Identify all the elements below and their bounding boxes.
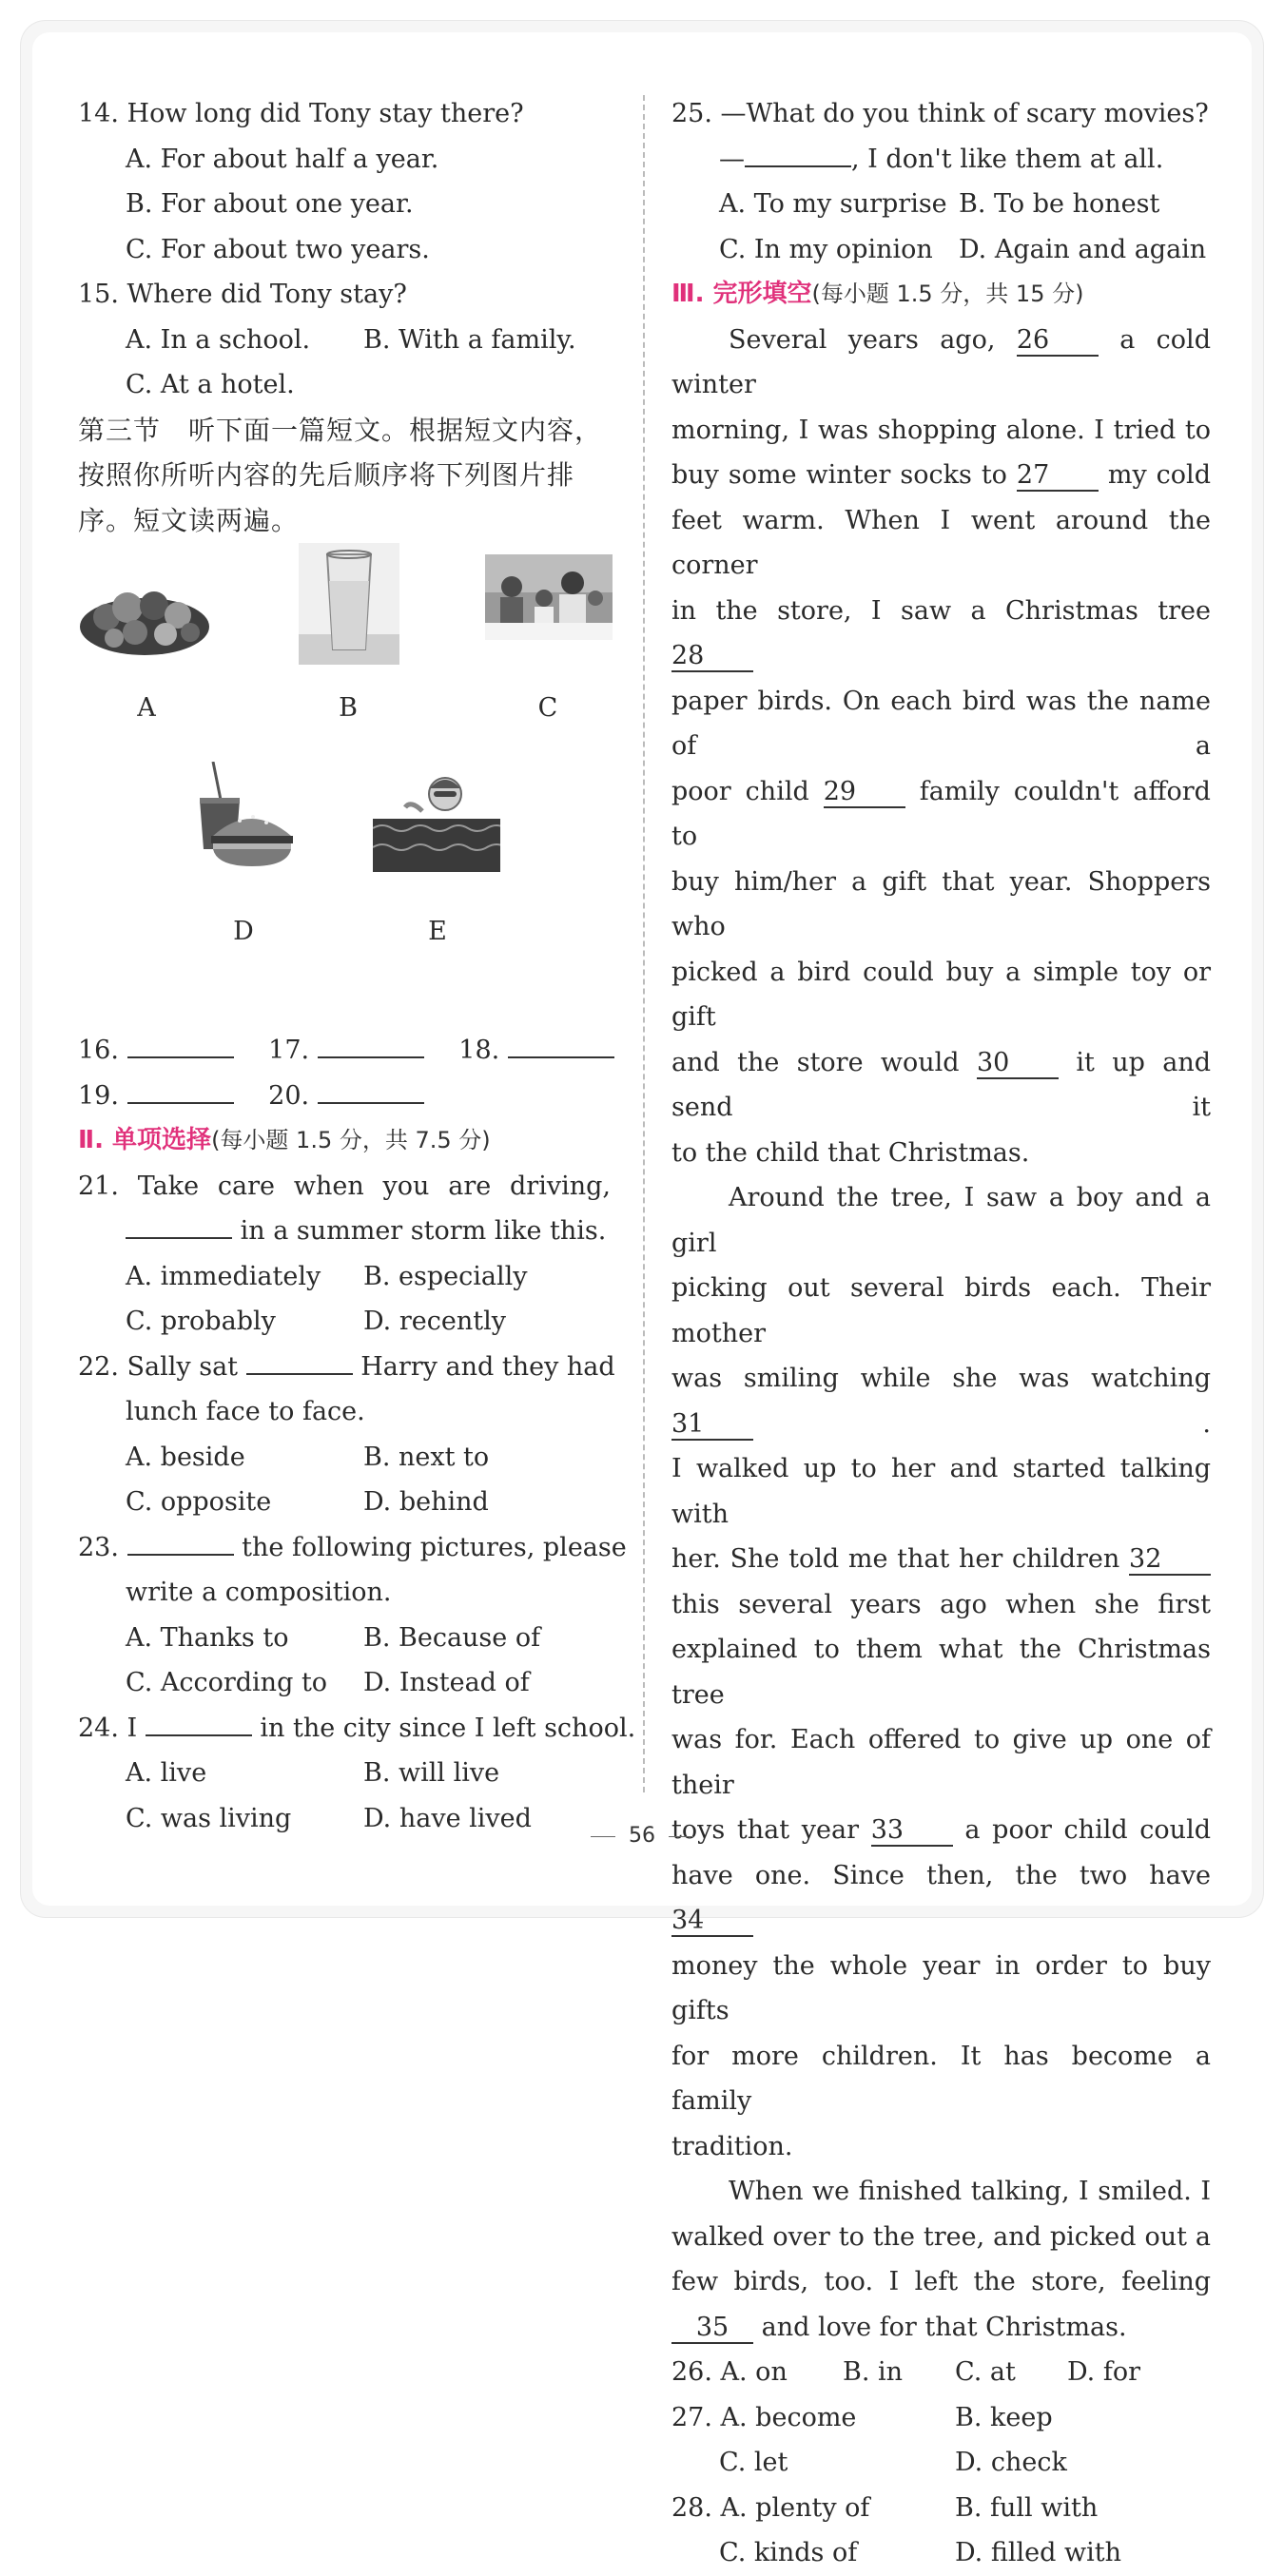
passage-text: to the child that Christmas. bbox=[671, 1137, 1030, 1168]
answer-17-blank[interactable] bbox=[318, 1028, 424, 1058]
passage-text: her. She told me that her children bbox=[671, 1544, 1120, 1574]
answer-16-blank[interactable] bbox=[127, 1028, 234, 1058]
footer-dash-right bbox=[669, 1836, 693, 1837]
passage-text: in the store, I saw a Christmas tree bbox=[671, 595, 1211, 626]
cloze-blank-34[interactable]: 34 bbox=[671, 1907, 753, 1937]
passage-text: buy him/her a gift that year. Shoppers who bbox=[671, 866, 1211, 941]
cloze-blank-32[interactable]: 32 bbox=[1129, 1545, 1211, 1576]
picture-e-swimming bbox=[373, 762, 500, 876]
passage-line bbox=[671, 2259, 1211, 2305]
q23-options-ab bbox=[78, 1616, 611, 1661]
q28-option-d: D. filled with bbox=[955, 2538, 1121, 2567]
passage-text: picking out several birds each. Their mother bbox=[671, 1273, 1211, 1348]
picture-d-burger-and-drink bbox=[192, 762, 297, 876]
q28-option-c: C. kinds of bbox=[719, 2538, 858, 2567]
passage-line bbox=[671, 589, 1211, 679]
q15-option-b: B. With a family. bbox=[363, 324, 576, 355]
q24-line-1 bbox=[78, 1706, 636, 1752]
q25-option-b: B. To be honest bbox=[959, 189, 1160, 219]
q22-options-ab bbox=[78, 1435, 611, 1481]
cloze-blank-31[interactable]: 31 bbox=[671, 1410, 753, 1441]
q22-stem-end: Harry and they had bbox=[360, 1351, 615, 1382]
passage-text: Several years ago, bbox=[729, 324, 996, 355]
q23-stem-end: the following pictures, please bbox=[242, 1532, 627, 1562]
q15-option-a: A. In a school. bbox=[126, 324, 311, 355]
q22-line-1 bbox=[78, 1345, 615, 1390]
q28-option-b: B. full with bbox=[955, 2492, 1099, 2523]
picture-e-label: E bbox=[428, 917, 447, 946]
picture-set bbox=[78, 543, 611, 1028]
passage-text: Around the tree, I saw a boy and a girl bbox=[671, 1183, 1211, 1258]
cloze-passage bbox=[671, 318, 1211, 2351]
passage-line bbox=[671, 860, 1211, 950]
passage-text: money the whole year in order to buy gifts bbox=[671, 1950, 1211, 2025]
passage-text: paper birds. On each bird was the name of a bbox=[671, 686, 1211, 761]
answer-16-number: 16. bbox=[78, 1036, 119, 1065]
section3-instruction-3: 序。短文读两遍。 bbox=[78, 504, 300, 536]
passage-text: toys that year bbox=[671, 1815, 860, 1845]
q14-stem: 14. How long did Tony stay there? bbox=[78, 99, 524, 128]
q23-blank[interactable] bbox=[127, 1525, 234, 1556]
q22-options-cd bbox=[78, 1480, 611, 1525]
passage-line bbox=[671, 1131, 1211, 1176]
passage-line bbox=[671, 1537, 1211, 1582]
passage-text: When we finished talking, I smiled. I bbox=[729, 2177, 1211, 2206]
q27-option-d: D. check bbox=[955, 2448, 1067, 2477]
q14-option-a: A. For about half a year. bbox=[126, 144, 439, 174]
q27-option-a: 27. A. become bbox=[671, 2402, 857, 2432]
q21-options-cd bbox=[78, 1299, 611, 1345]
left-column bbox=[78, 91, 636, 1841]
passage-line bbox=[671, 2215, 1211, 2260]
answer-20-blank[interactable] bbox=[318, 1074, 424, 1104]
passage-line bbox=[671, 1040, 1211, 1131]
q27-options-ab bbox=[671, 2395, 1211, 2441]
q21-line-2 bbox=[78, 1209, 611, 1254]
q25-dash: — bbox=[719, 144, 745, 174]
part3-scoring-note: (每小题 1.5 分，共 15 分) bbox=[811, 281, 1084, 307]
passage-text: I walked up to her and started talking with bbox=[671, 1454, 1211, 1529]
q22-option-c: C. opposite bbox=[126, 1487, 272, 1517]
passage-text: few birds, too. I left the store, feeling bbox=[671, 2267, 1211, 2296]
q24-option-b: B. will live bbox=[363, 1758, 500, 1788]
q27-option-c: C. let bbox=[719, 2448, 788, 2477]
q22-option-d: D. behind bbox=[363, 1487, 489, 1517]
passage-text: poor child bbox=[671, 776, 809, 806]
cloze-blank-29[interactable]: 29 bbox=[824, 778, 905, 808]
passage-line bbox=[671, 453, 1211, 498]
picture-a-fruit-vegetables bbox=[78, 570, 211, 665]
q26-option-c: C. at bbox=[955, 2357, 1016, 2387]
part3-heading bbox=[671, 272, 1211, 318]
q26-option-a: 26. A. on bbox=[671, 2357, 788, 2387]
passage-text: family couldn't afford to bbox=[671, 776, 1211, 851]
picture-a-label: A bbox=[137, 693, 156, 723]
picture-b-glass-of-water bbox=[299, 543, 399, 665]
passage-text: and love for that Christmas. bbox=[761, 2312, 1127, 2342]
q25-option-a: A. To my surprise bbox=[719, 189, 947, 219]
picture-b-label: B bbox=[339, 693, 358, 723]
cloze-blank-28[interactable]: 28 bbox=[671, 642, 753, 672]
q25-options-cd bbox=[671, 227, 1211, 273]
passage-text: buy some winter socks to bbox=[671, 460, 1007, 490]
passage-line bbox=[671, 769, 1211, 860]
q26-option-b: B. in bbox=[843, 2357, 904, 2387]
picture-d-label: D bbox=[233, 917, 254, 946]
q21-option-a: A. immediately bbox=[126, 1261, 321, 1291]
q14-option-c: C. For about two years. bbox=[126, 234, 430, 264]
passage-text: morning, I was shopping alone. I tried to bbox=[671, 415, 1211, 445]
q22-line-2: lunch face to face. bbox=[126, 1397, 365, 1426]
passage-text: have one. Since then, the two have bbox=[671, 1860, 1211, 1890]
passage-line bbox=[671, 1944, 1211, 2034]
passage-line bbox=[671, 1446, 1211, 1537]
picture-c-label: C bbox=[537, 693, 558, 723]
q21-line-2-text: in a summer storm like this. bbox=[240, 1216, 607, 1246]
passage-text: for more children. It has become a family bbox=[671, 2041, 1211, 2116]
answer-row-2 bbox=[78, 1074, 611, 1119]
q24-option-d: D. have lived bbox=[363, 1803, 532, 1833]
cloze-blank-35[interactable]: 35 bbox=[671, 2314, 753, 2344]
q27-options-cd bbox=[671, 2440, 1211, 2486]
answer-19-number: 19. bbox=[78, 1080, 119, 1111]
passage-line bbox=[671, 1266, 1211, 1356]
passage-text: it up and send it bbox=[671, 1047, 1211, 1122]
answer-20-number: 20. bbox=[268, 1080, 310, 1111]
q23-number: 23. bbox=[78, 1532, 119, 1562]
section3-instruction-2: 按照你所听内容的先后顺序将下列图片排 bbox=[78, 459, 575, 491]
passage-text: picked a bird could buy a simple toy or gift bbox=[671, 957, 1211, 1032]
passage-line bbox=[671, 408, 1211, 454]
passage-line bbox=[671, 1627, 1211, 1717]
q24-option-c: C. was living bbox=[126, 1803, 292, 1833]
passage-line bbox=[671, 1175, 1211, 1266]
picture-c-family-meal bbox=[485, 554, 613, 640]
q24-option-a: A. live bbox=[126, 1758, 207, 1788]
passage-text: walked over to the tree, and picked out a bbox=[671, 2221, 1211, 2252]
q23-line-2: write a composition. bbox=[126, 1578, 392, 1607]
q26-options bbox=[671, 2350, 1211, 2395]
footer-dash-left bbox=[591, 1836, 615, 1837]
q24-stem-start: 24. I bbox=[78, 1713, 138, 1743]
q21-option-c: C. probably bbox=[126, 1307, 276, 1336]
passage-text: this several years ago when she first bbox=[671, 1589, 1211, 1619]
page-number: 56 bbox=[629, 1824, 655, 1848]
passage-line bbox=[671, 1582, 1211, 1628]
answer-18-number: 18. bbox=[458, 1036, 500, 1065]
page-footer bbox=[0, 1824, 1284, 1848]
passage-line bbox=[671, 2169, 1211, 2215]
right-column bbox=[671, 91, 1211, 2576]
q24-stem-end: in the city since I left school. bbox=[260, 1713, 636, 1743]
q21-option-b: B. especially bbox=[363, 1261, 528, 1291]
q25-line-2 bbox=[671, 137, 1211, 183]
passage-text: my cold bbox=[1107, 460, 1211, 490]
q26-option-d: D. for bbox=[1067, 2357, 1141, 2387]
passage-text: a poor child could bbox=[964, 1815, 1211, 1845]
q22-stem-start: 22. Sally sat bbox=[78, 1351, 239, 1382]
passage-text: feet warm. When I went around the corner bbox=[671, 505, 1211, 580]
q27-option-b: B. keep bbox=[955, 2402, 1053, 2432]
part3-title: Ⅲ. 完形填空 bbox=[671, 280, 812, 308]
q22-blank[interactable] bbox=[246, 1345, 353, 1375]
q15-options-ab bbox=[78, 318, 611, 363]
passage-text: tradition. bbox=[671, 2131, 793, 2161]
cloze-blank-30[interactable]: 30 bbox=[977, 1049, 1059, 1079]
passage-text: was for. Each offered to give up one of their bbox=[671, 1725, 1211, 1800]
cloze-blank-27[interactable]: 27 bbox=[1017, 461, 1099, 492]
part2-scoring-note: (每小题 1.5 分，共 7.5 分) bbox=[211, 1127, 491, 1153]
answer-17-number: 17. bbox=[268, 1036, 310, 1065]
passage-line bbox=[671, 1853, 1211, 1944]
q24-blank[interactable] bbox=[146, 1706, 252, 1736]
passage-line bbox=[671, 318, 1211, 408]
part2-title: Ⅱ. 单项选择 bbox=[78, 1126, 212, 1154]
q21-line-1: 21. Take care when you are driving, bbox=[78, 1171, 611, 1201]
q23-option-c: C. According to bbox=[126, 1668, 328, 1697]
passage-text: . bbox=[1202, 1408, 1211, 1439]
q25-option-c: C. In my opinion bbox=[719, 234, 933, 264]
passage-text: and the store would bbox=[671, 1047, 960, 1077]
answer-18-blank[interactable] bbox=[508, 1028, 614, 1058]
passage-line bbox=[671, 1356, 1211, 1446]
column-divider bbox=[643, 95, 645, 1792]
q28-option-a: 28. A. plenty of bbox=[671, 2492, 870, 2523]
passage-text: explained to them what the Christmas tree bbox=[671, 1635, 1211, 1710]
q22-option-a: A. beside bbox=[126, 1442, 245, 1472]
q23-line-1 bbox=[78, 1525, 627, 1571]
answer-row-1 bbox=[78, 1028, 611, 1074]
q22-option-b: B. next to bbox=[363, 1442, 490, 1472]
passage-text: a cold winter bbox=[671, 324, 1211, 399]
q14-option-b: B. For about one year. bbox=[126, 189, 414, 219]
passage-text: was smiling while she was watching bbox=[671, 1364, 1211, 1393]
q15-option-c: C. At a hotel. bbox=[126, 370, 295, 399]
q28-options-cd bbox=[671, 2530, 1211, 2576]
q15-stem: 15. Where did Tony stay? bbox=[78, 280, 407, 309]
q23-option-b: B. Because of bbox=[363, 1622, 541, 1653]
section3-instruction-1: 第三节 听下面一篇短文。根据短文内容， bbox=[78, 414, 603, 446]
passage-line bbox=[671, 950, 1211, 1040]
q21-options-ab bbox=[78, 1254, 611, 1300]
q21-blank[interactable] bbox=[126, 1209, 232, 1239]
part2-heading bbox=[78, 1118, 611, 1164]
q24-options-ab bbox=[78, 1751, 611, 1796]
q25-option-d: D. Again and again bbox=[959, 234, 1207, 264]
q25-line-1: 25. —What do you think of scary movies? bbox=[671, 99, 1209, 128]
cloze-blank-26[interactable]: 26 bbox=[1017, 326, 1099, 357]
q23-options-cd bbox=[78, 1660, 611, 1706]
q25-reply: , I don't like them at all. bbox=[851, 144, 1164, 174]
q25-options-ab bbox=[671, 182, 1211, 227]
cloze-blank-33[interactable]: 33 bbox=[871, 1816, 953, 1847]
passage-line bbox=[671, 2124, 1211, 2170]
answer-19-blank[interactable] bbox=[127, 1074, 234, 1104]
q23-option-a: A. Thanks to bbox=[126, 1622, 289, 1653]
q28-options-ab bbox=[671, 2486, 1211, 2531]
q23-option-d: D. Instead of bbox=[363, 1668, 530, 1697]
passage-line bbox=[671, 2034, 1211, 2124]
passage-line bbox=[671, 498, 1211, 589]
q25-blank[interactable] bbox=[745, 137, 851, 167]
passage-line bbox=[671, 2305, 1211, 2351]
passage-line bbox=[671, 1717, 1211, 1808]
passage-line bbox=[671, 679, 1211, 769]
q21-option-d: D. recently bbox=[363, 1307, 506, 1336]
